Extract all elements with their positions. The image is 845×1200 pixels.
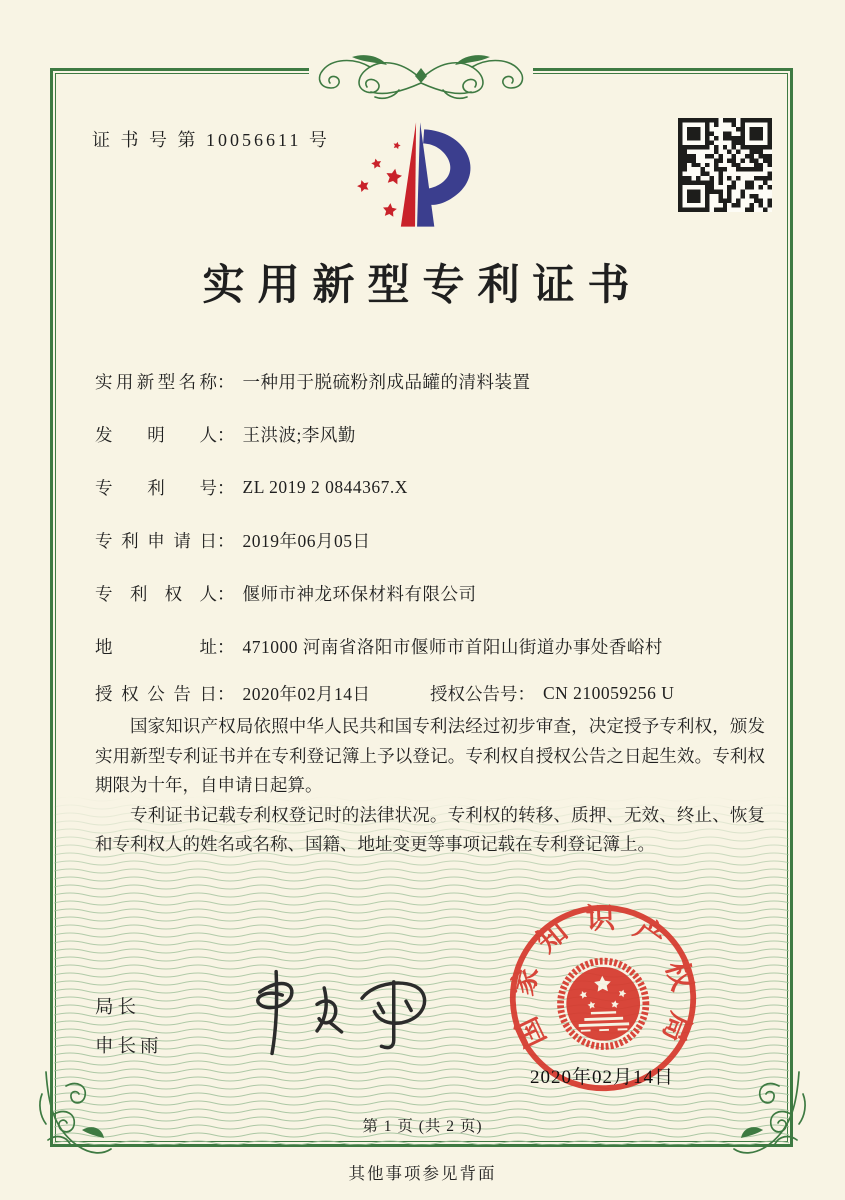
- page-number: 第 1 页 (共 2 页): [362, 1118, 483, 1135]
- director-title: 局长: [95, 998, 141, 1018]
- certificate-title: 实用新型专利证书: [202, 263, 643, 309]
- field-colon: ：: [217, 637, 235, 657]
- field-value: ZL 2019 2 0844367.X: [242, 477, 408, 497]
- field-row-patent-number: [95, 461, 770, 514]
- field-colon: ：: [217, 683, 235, 704]
- field-row-patentee: [95, 567, 770, 620]
- green-scroll-ornament-icon: [291, 50, 551, 104]
- qr-code-icon: [678, 118, 772, 212]
- field-colon: ：: [517, 683, 535, 704]
- field-colon: ：: [217, 425, 235, 445]
- seal-date: 2020年02月14日: [529, 1067, 674, 1088]
- legal-paragraph-2: 专利证书记载专利权登记时的法律状况。专利权的转移、质押、无效、终止、恢复和专利权人的姓名或名称、国籍、地址变更等事项记载在专利登记簿上。: [95, 804, 765, 854]
- director-name: 申长雨: [95, 1037, 163, 1057]
- grant-date-label: 授权公告日: [95, 683, 217, 704]
- seal-text: 国家知识产权局: [507, 902, 699, 1052]
- field-value: 2019年06月05日: [242, 531, 371, 551]
- grant-date: [95, 681, 430, 706]
- field-row-name: [95, 355, 770, 408]
- grant-date-value: 2020年02月14日: [242, 683, 371, 704]
- field-list: [95, 355, 770, 673]
- field-colon: ：: [217, 531, 235, 551]
- field-label: 专利号: [95, 478, 217, 498]
- field-colon: ：: [217, 372, 235, 392]
- back-note: 其他事项参见背面: [348, 1164, 497, 1183]
- field-colon: ：: [217, 478, 235, 498]
- legal-paragraph-1: 国家知识产权局依照中华人民共和国专利法经过初步审查，决定授予专利权，颁发实用新型专利证书并在专利登记簿上予以登记。专利权自授权公告之日起生效。专利权期限为十年，自申请日起算。: [95, 716, 765, 795]
- field-label: 专利权人: [95, 584, 217, 604]
- field-label: 地址: [95, 637, 217, 657]
- field-value: 一种用于脱硫粉剂成品罐的清料装置: [242, 372, 531, 392]
- field-row-inventor: [95, 408, 770, 461]
- field-label: 实用新型名称: [95, 372, 217, 392]
- field-value: 王洪波;李风勤: [242, 425, 356, 445]
- director-block: [95, 993, 163, 1071]
- grant-row: [95, 678, 770, 708]
- grant-number-value: CN 210059256 U: [543, 682, 675, 703]
- field-label: 发明人: [95, 425, 217, 445]
- field-label: 专利申请日: [95, 531, 217, 551]
- certificate-number: 证 书 号 第 10056611 号: [92, 130, 330, 150]
- grant-number-label: 授权公告号: [430, 683, 518, 704]
- field-colon: ：: [217, 584, 235, 604]
- patent-p-logo-icon: [336, 116, 488, 243]
- grant-number: [430, 681, 674, 706]
- field-value: 471000 河南省洛阳市偃师市首阳山街道办事处香峪村: [242, 637, 663, 657]
- field-value: 偃师市神龙环保材料有限公司: [242, 584, 477, 604]
- field-row-filing-date: [95, 514, 770, 567]
- field-row-address: [95, 620, 770, 673]
- legal-text: [95, 712, 765, 860]
- director-signature-script-icon: [225, 960, 450, 1065]
